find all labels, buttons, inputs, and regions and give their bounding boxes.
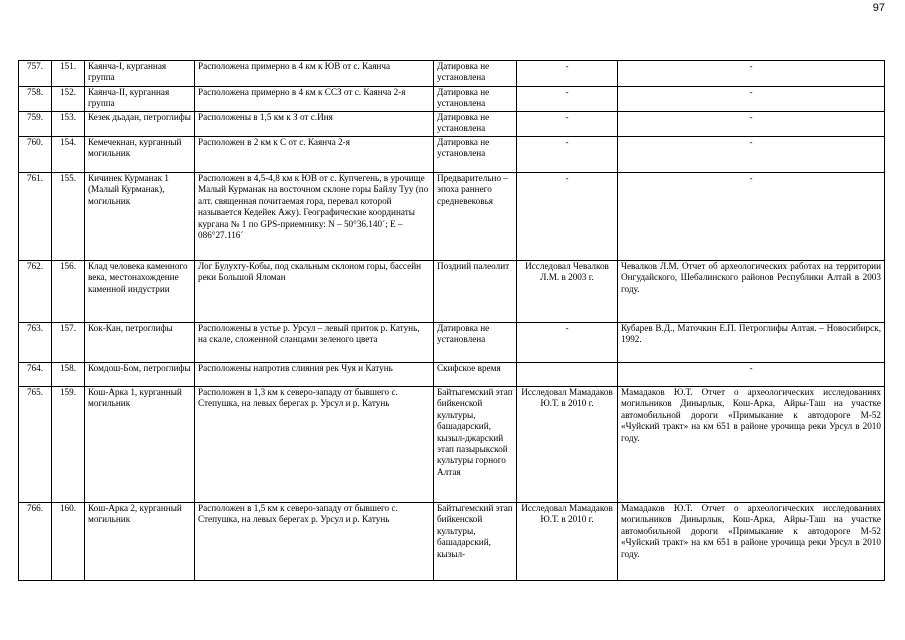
location-description: Расположены в устье р. Урсул – левый приток р. Катунь, на скале, сложенной сланцами зеленого цвета bbox=[195, 323, 434, 363]
dating: Датировка не установлена bbox=[434, 87, 517, 112]
table-row bbox=[19, 261, 885, 323]
row-number: 760. bbox=[19, 137, 52, 173]
dating: Байтыгемский этап бийкенской культуры, башадарский, кызыл-джарский этап пазырыкской культуры горного Алтая bbox=[434, 387, 517, 503]
location-description: Расположен в 2 км к С от с. Каянча 2-я bbox=[195, 137, 434, 173]
row-number: 763. bbox=[19, 323, 52, 363]
investigation-info: Исследовал Чевалков Л.М. в 2003 г. bbox=[517, 261, 618, 323]
dating: Датировка не установлена bbox=[434, 112, 517, 137]
investigation-info: - bbox=[517, 137, 618, 173]
literature-reference: Чевалков Л.М. Отчет об археологических работах на территории Онгудайского, Шебалинского районов Республики Алтай в 2003 году. bbox=[618, 261, 885, 323]
row-subnumber: 152. bbox=[52, 87, 85, 112]
row-number: 764. bbox=[19, 363, 52, 387]
location-description: Расположены напротив слияния рек Чуя и Катунь bbox=[195, 363, 434, 387]
table-row bbox=[19, 112, 885, 137]
row-subnumber: 158. bbox=[52, 363, 85, 387]
row-subnumber: 159. bbox=[52, 387, 85, 503]
literature-reference: - bbox=[618, 61, 885, 87]
monument-name: Кош-Арка 2, курганный могильник bbox=[85, 503, 195, 581]
investigation-info: - bbox=[517, 173, 618, 261]
table-row bbox=[19, 87, 885, 112]
row-number: 761. bbox=[19, 173, 52, 261]
table-row bbox=[19, 503, 885, 581]
monument-name: Каянча-I, курганная группа bbox=[85, 61, 195, 87]
literature-reference: Мамадаков Ю.Т. Отчет о археологических исследованиях могильников Динырлык, Кош-Арка, Айры-Таш на участке автомобильной дороги «Примыкание к автодороге М-52 «Чуйский тракт» на км 651 в районе урочища реки Урсул в 2010 году. bbox=[618, 503, 885, 581]
dating: Предварительно – эпоха раннего средневековья bbox=[434, 173, 517, 261]
literature-reference: - bbox=[618, 137, 885, 173]
row-subnumber: 156. bbox=[52, 261, 85, 323]
table-row bbox=[19, 173, 885, 261]
row-subnumber: 151. bbox=[52, 61, 85, 87]
monument-name: Кок-Кан, петроглифы bbox=[85, 323, 195, 363]
investigation-info: Исследовал Мамадаков Ю.Т. в 2010 г. bbox=[517, 503, 618, 581]
investigation-info: - bbox=[517, 61, 618, 87]
dating: Поздний палеолит bbox=[434, 261, 517, 323]
row-subnumber: 153. bbox=[52, 112, 85, 137]
dating: Скифское время bbox=[434, 363, 517, 387]
location-description: Расположен в 1,5 км к северо-западу от бывшего с. Степушка, на левых берегах р. Урсул и р. Катунь bbox=[195, 503, 434, 581]
table-row bbox=[19, 61, 885, 87]
literature-reference: Мамадаков Ю.Т. Отчет о археологических исследованиях могильников Динырлык, Кош-Арка, Айры-Таш на участке автомобильной дороги «Примыкание к автодороге М-52 «Чуйский тракт» на км 651 в районе урочища реки Урсул в 2010 году. bbox=[618, 387, 885, 503]
row-number: 762. bbox=[19, 261, 52, 323]
investigation-info: - bbox=[517, 112, 618, 137]
literature-reference: - bbox=[618, 87, 885, 112]
monument-name: Кош-Арка 1, курганный могильник bbox=[85, 387, 195, 503]
row-number: 757. bbox=[19, 61, 52, 87]
location-description: Расположен в 1,3 км к северо-западу от бывшего с. Степушка, на левых берегах р. Урсул и р. Катунь bbox=[195, 387, 434, 503]
location-description: Расположен в 4,5-4,8 км к ЮВ от с. Купчегень, в урочище Малый Курманак на восточном склоне горы Байлу Туу (по алт. священная почитаемая гора, перевал которой называется Кедейек Ажу). Географические координаты кургана № 1 по GPS-приемнику: N – 50°36.140´; E – 086°27.116´ bbox=[195, 173, 434, 261]
table-row bbox=[19, 363, 885, 387]
row-subnumber: 154. bbox=[52, 137, 85, 173]
dating: Байтыгемский этап бийкенской культуры, башадарский, кызыл- bbox=[434, 503, 517, 581]
table-row bbox=[19, 137, 885, 173]
investigation-info bbox=[517, 363, 618, 387]
row-number: 765. bbox=[19, 387, 52, 503]
monument-name: Комдош-Бом, петроглифы bbox=[85, 363, 195, 387]
location-description: Расположена примерно в 4 км к ССЗ от с. Каянча 2-я bbox=[195, 87, 434, 112]
table-row bbox=[19, 387, 885, 503]
monument-name: Кезек дьадан, петроглифы bbox=[85, 112, 195, 137]
row-number: 759. bbox=[19, 112, 52, 137]
literature-reference: - bbox=[618, 112, 885, 137]
row-number: 766. bbox=[19, 503, 52, 581]
table-row bbox=[19, 323, 885, 363]
location-description: Расположены в 1,5 км к З от с.Иня bbox=[195, 112, 434, 137]
dating: Датировка не установлена bbox=[434, 137, 517, 173]
monuments-table bbox=[18, 60, 885, 581]
row-subnumber: 157. bbox=[52, 323, 85, 363]
monument-name: Кемечекнан, курганный могильник bbox=[85, 137, 195, 173]
row-subnumber: 155. bbox=[52, 173, 85, 261]
literature-reference: - bbox=[618, 363, 885, 387]
row-number: 758. bbox=[19, 87, 52, 112]
page-number: 97 bbox=[872, 2, 885, 14]
investigation-info: - bbox=[517, 87, 618, 112]
monument-name: Клад человека каменного века, местонахождение каменной индустрии bbox=[85, 261, 195, 323]
monument-name: Кичинек Курманак 1 (Малый Курманак), могильник bbox=[85, 173, 195, 261]
dating: Датировка не установлена bbox=[434, 61, 517, 87]
monument-name: Каянча-II, курганная группа bbox=[85, 87, 195, 112]
location-description: Расположена примерно в 4 км к ЮВ от с. Каянча bbox=[195, 61, 434, 87]
literature-reference: - bbox=[618, 173, 885, 261]
investigation-info: - bbox=[517, 323, 618, 363]
row-subnumber: 160. bbox=[52, 503, 85, 581]
dating: Датировка не установлена bbox=[434, 323, 517, 363]
investigation-info: Исследовал Мамадаков Ю.Т. в 2010 г. bbox=[517, 387, 618, 503]
location-description: Лог Булухту-Кобы, под скальным склоном горы, бассейн реки Большой Яломан bbox=[195, 261, 434, 323]
literature-reference: Кубарев В.Д., Маточкин Е.П. Петроглифы Алтая. – Новосибирск, 1992. bbox=[618, 323, 885, 363]
